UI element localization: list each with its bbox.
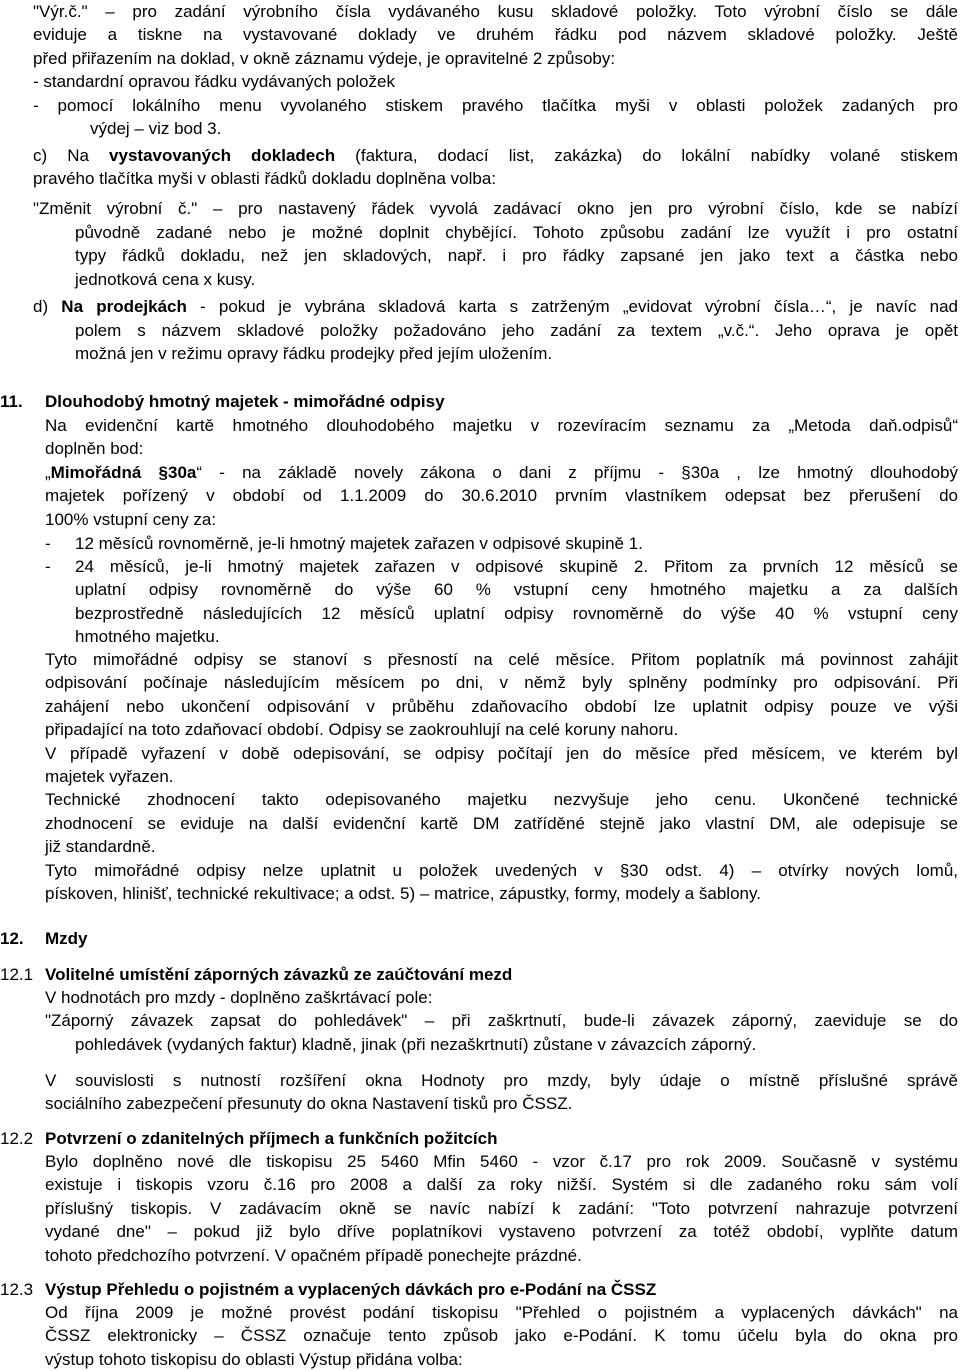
text-line: "Výr.č." – pro zadání výrobního čísla vydávaného kusu skladové položky. Toto výrobní číslo se dále [33,2,958,21]
bullet-dash: - [45,557,51,576]
text-line: uplatní odpisy rovnoměrně do výše 60 % vstupní ceny hmotného majetku a za dalších [75,580,958,600]
text-line: 100% vstupní ceny za: [45,509,217,529]
text-line: Tyto mimořádné odpisy se stanoví s přesností na celé měsíce. Přitom poplatník má povinnost zahájit [45,650,958,669]
text-span: - pokud je vybrána skladová karta s zatrženým „evidovat výrobní čísla…“, je navíc nad [186,297,959,316]
text-line: zhodnocení se eviduje na další evidenční kartě DM zatříděné stejně jako vlastní DM, ale odepisuje se [45,813,958,833]
text-line-indented [90,117,221,140]
text-line: zahájení nebo ukončení odpisování v průběhu zdaňovacího období lze uplatnit odpisy pouze ve výši [45,696,958,716]
subsection-12-1-title: Volitelné umístění záporných závazků ze zaúčtování mezd [45,965,513,984]
text-line: "Změnit výrobní č." – pro nastavený řádek vyvolá zadávací okno jen pro výrobní číslo, kde se nabízí [33,199,958,218]
subsection-12-2-number: 12.2 [0,1129,34,1148]
subsection-12-3-title: Výstup Přehledu o pojistném a vyplacených dávkách pro e-Podání na ČSSZ [45,1280,657,1299]
text-line: ČSSZ elektronicky – ČSSZ označuje tento způsob jako e-Podání. K tomu účelu byla do okna pro [45,1326,958,1346]
bullet-dash: - [45,534,51,553]
text-line: Bylo doplněno nové dle tiskopisu 25 5460 Mfin 5460 - vzor č.17 pro rok 2009. Současně v systému [45,1152,958,1171]
text-line: doplněn bod: [45,439,144,459]
text-line [45,461,958,484]
paragraph-vyr-c [33,0,958,117]
text-line: - standardní opravou řádku vydávaných položek [33,72,395,92]
text-line: pohledávek (vydaných faktur) kladně, jinak (při nezaškrtnutí) zůstane v závazcích záporný. [75,1035,757,1054]
paragraph-d [33,295,958,318]
subsection-12-1-indent [75,1033,756,1056]
subsection-12-1-body [45,986,958,1033]
text-line [33,144,958,167]
text-line: tohoto předchozího potvrzení. V opačném případě ponechejte prázdné. [45,1245,582,1265]
section-12-title: Mzdy [45,929,88,948]
text-line: majetek pořízený v období od 1.1.2009 do 30.6.2010 prvním vlastníkem odepsat bez přerušení do [45,486,958,506]
bullet-1-text: 12 měsíců rovnoměrně, je-li hmotný majetek zařazen v odpisové skupině 1. [75,534,643,553]
text-span: (faktura, dodací list, zakázka) do lokální nabídky volané stiskem [335,146,958,165]
text-line: Na evidenční kartě hmotného dlouhodobého majetku v rozevíracím seznamu za „Metoda daň.odpisů“ [45,416,958,435]
item-label-d: d) [33,297,62,316]
text-line: majetek vyřazen. [45,767,174,787]
text-line: před přiřazením na doklad, v okně záznamu výdeje, je opravitelné 2 způsoby: [33,48,616,68]
text-line: 24 měsíců, je-li hmotný majetek zařazen v odpisové skupině 2. Přitom za prvních 12 měsíců se [75,557,958,576]
subsection-12-3-body [45,1301,958,1371]
text-line: připadající na toto zdaňovací období. Odpisy se zaokrouhlují na celé koruny nahoru. [45,720,679,740]
text-line: pískoven, hlinišť, technické rekultivace; a odst. 5) – matrice, zápustky, formy, modely a šablony. [45,884,761,904]
text-line: vydané dne" – pokud již bylo dříve poplatníkovi vystaveno potvrzení za totéž období, vyplňte datum [45,1222,958,1242]
bold-term: Na prodejkách [61,297,187,316]
section-11-paragraphs [45,648,958,905]
text-line: Technické zhodnocení takto odepisovaného majetku nezvyšuje jeho cenu. Ukončené technické [45,790,958,810]
text-line: možná jen v režimu opravy řádku prodejky před jejím uložením. [75,344,553,364]
paragraph-c [33,144,958,191]
text-line: původně zadané nebo je možné doplnit chybějící. Tohoto způsobu zadání lze využít i pro ostatní [75,223,958,242]
text-line: sociálního zabezpečení přesunuty do okna Nastavení tisků pro ČSSZ. [45,1094,573,1114]
text-line: výdej – viz bod 3. [90,119,222,138]
paragraph-d-cont [75,319,958,366]
text-line: odpisování počínaje následujícím měsícem po dni, v němž byly splněny podmínky pro odpisování. Při [45,673,958,693]
quote-open: „ [45,462,51,482]
item-label-c: c) Na [33,146,110,165]
paragraph-c-option [33,197,958,220]
text-line: již standardně. [45,837,156,857]
bullet-2-text [75,555,958,649]
subsection-12-3-number: 12.3 [0,1280,34,1299]
subsection-12-2-title: Potvrzení o zdanitelných příjmech a funkčních požitcích [45,1129,498,1148]
section-11-title: Dlouhodobý hmotný majetek - mimořádné odpisy [45,392,445,411]
text-span: “ - na základě novely zákona o dani z příjmu - §30a , lze hmotný dlouhodobý [196,462,958,482]
subsection-12-1-number: 12.1 [0,965,34,984]
section-11-body [45,414,958,531]
text-line: eviduje a tiskne na vystavované doklady ve druhém řádku pod názvem skladové položky. Ještě [33,25,958,45]
text-line: bezprostředně následujících 12 měsíců uplatní odpisy rovnoměrně do výše 40 % vstupní ceny [75,603,958,623]
text-line: Tyto mimořádné odpisy nelze uplatnit u položek uvedených v §30 odst. 4) – otvírky nových lomů, [45,860,958,880]
method-name: Mimořádná §30a [50,462,197,482]
text-line: výstup tohoto tiskopisu do oblasti Výstup přidána volba: [45,1349,463,1369]
text-line: Od října 2009 je možné provést podání tiskopisu "Přehled o pojistném a vyplacených dávkách" na [45,1303,958,1322]
bold-term: vystavovaných dokladech [109,146,336,165]
text-line [33,295,958,318]
text-line: hmotného majetku. [75,627,220,647]
text-line: polem s názvem skladové položky požadováno jeho zadání za textem „v.č.“. Jeho oprava je opět [75,321,958,340]
paragraph-c-cont [75,221,958,291]
text-line: typy řádků dokladu, než jen skladových, např. i pro řádky zapsané jen jako text a částka nebo [75,246,958,266]
text-line: - pomocí lokálního menu vyvolaného stiskem pravého tlačítka myši v oblasti položek zadaných pro [33,95,958,115]
text-line: pravého tlačítka myši v oblasti řádků dokladu doplněna volba: [33,169,497,189]
subsection-12-1-note [45,1069,958,1116]
section-11-number: 11. [0,392,23,411]
subsection-12-2-body [45,1150,958,1267]
text-line: V souvislosti s nutností rozšíření okna Hodnoty pro mzdy, byly údaje o místně příslušné správě [45,1071,958,1090]
text-line: "Záporný závazek zapsat do pohledávek" – při zaškrtnutí, bude-li závazek záporný, zaeviduje se do [45,1011,958,1031]
text-line: V případě vyřazení v době odepisování, se odpisy počítají jen do měsíce před měsícem, ve kterém byl [45,743,958,763]
text-line: V hodnotách pro mzdy - doplněno zaškrtávací pole: [45,988,433,1007]
text-line: příslušný tiskopis. V zadávacím okně se navíc nabízí k zadání: "Toto potvrzení nahrazuje potvrzení [45,1198,958,1218]
section-12-number: 12. [0,929,24,948]
text-line: jednotková cena x kusy. [75,269,256,289]
text-line: existuje i tiskopis vzoru č.16 pro 2008 a další za roky nižší. Systém si dle zadaného roku sám volí [45,1175,958,1195]
